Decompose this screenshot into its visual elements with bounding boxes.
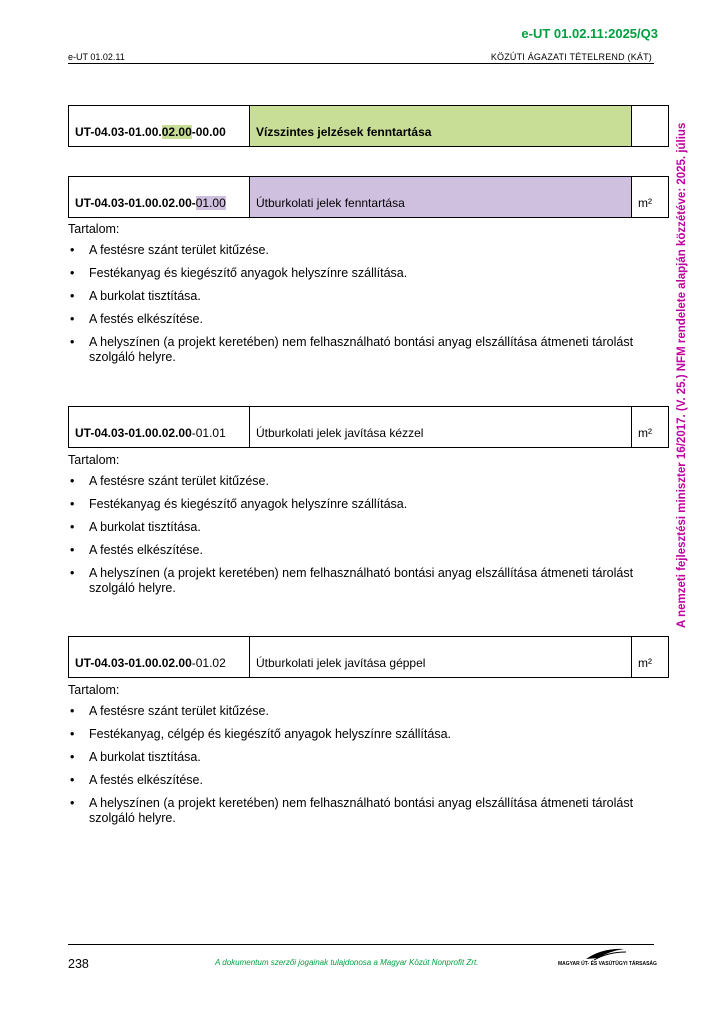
list-item: • A festés elkészítése. — [70, 312, 203, 326]
header-divider — [68, 63, 654, 64]
logo-swoosh-icon — [558, 946, 654, 962]
item-code — [69, 407, 250, 448]
list-item: • A helyszínen (a projekt keretében) nem felhasználható bontási anyag elszállítása átmeneti tárolást szolgáló helyre. — [70, 796, 634, 825]
item-name: Útburkolati jelek javítása kézzel — [250, 407, 632, 448]
list-item: • A festésre szánt terület kitűzése. — [70, 704, 269, 718]
content-title: Tartalom: — [68, 683, 120, 697]
list-item: • A burkolat tisztítása. — [70, 750, 201, 764]
list-item: • A festésre szánt terület kitűzése. — [70, 474, 269, 488]
item-name: Vízszintes jelzések fenntartása — [250, 106, 632, 147]
code-part: -01.01 — [191, 426, 226, 440]
copyright-note: A dokumentum szerzői jogainak tulajdonosa a Magyar Közút Nonprofit Zrt. — [215, 958, 479, 967]
content-section — [68, 683, 668, 834]
list-item: • A helyszínen (a projekt keretében) nem felhasználható bontási anyag elszállítása átmeneti tárolást szolgáló helyre. — [70, 566, 634, 595]
content-section — [68, 453, 668, 604]
code-part: UT-04.03-01.00. — [75, 125, 162, 139]
list-item: • A festésre szánt terület kitűzése. — [70, 243, 269, 257]
item-table-top — [68, 105, 669, 147]
list-item: • Festékanyag és kiegészítő anyagok helyszínre szállítása. — [70, 266, 408, 280]
item-table — [68, 176, 669, 218]
list-item: • A festés elkészítése. — [70, 543, 203, 557]
list-item: • A helyszínen (a projekt keretében) nem felhasználható bontási anyag elszállítása átmeneti tárolást szolgáló helyre. — [70, 335, 634, 364]
list-item: • A burkolat tisztítása. — [70, 289, 201, 303]
code-highlight: 01.00 — [195, 196, 226, 210]
side-publication-note: A nemzeti fejlesztési miniszter 16/2017. (V. 25.) NFM rendelete alapján közzétéve: 2025. július — [676, 122, 688, 628]
content-title: Tartalom: — [68, 453, 120, 467]
logo-text: MAGYAR ÚT- ÉS VASÚTÜGYI TÁRSASÁG — [558, 961, 657, 967]
item-table — [68, 636, 669, 678]
document-code: e-UT 01.02.11:2025/Q3 — [521, 26, 658, 41]
list-item: • A burkolat tisztítása. — [70, 520, 201, 534]
code-part: -01.02 — [191, 656, 226, 670]
code-part: UT-04.03-01.00.02.00 — [75, 426, 192, 440]
code-part: -00.00 — [191, 125, 226, 139]
item-name: Útburkolati jelek javítása géppel — [250, 637, 632, 678]
content-list — [68, 474, 668, 596]
code-part: UT-04.03-01.00.02.00 — [75, 656, 192, 670]
item-code — [69, 177, 250, 218]
code-highlight: 02.00 — [161, 125, 192, 139]
item-code — [69, 106, 250, 147]
list-item: • Festékanyag, célgép és kiegészítő anyagok helyszínre szállítása. — [70, 727, 452, 741]
content-section — [68, 222, 668, 373]
header-right-title: KÖZÚTI ÁGAZATI TÉTELREND (KÁT) — [490, 52, 652, 62]
code-part: UT-04.03-01.00.02.00- — [75, 196, 196, 210]
item-unit: m² — [632, 407, 669, 448]
content-list — [68, 704, 668, 826]
list-item: • A festés elkészítése. — [70, 773, 203, 787]
item-table — [68, 406, 669, 448]
item-unit: m² — [632, 177, 669, 218]
content-title: Tartalom: — [68, 222, 120, 236]
footer-divider — [68, 944, 654, 945]
header-left-code: e-UT 01.02.11 — [68, 52, 125, 62]
item-code — [69, 637, 250, 678]
organization-logo — [558, 946, 657, 970]
list-item: • Festékanyag és kiegészítő anyagok helyszínre szállítása. — [70, 497, 408, 511]
item-unit — [632, 106, 669, 147]
page-number: 238 — [68, 957, 89, 971]
item-name: Útburkolati jelek fenntartása — [250, 177, 632, 218]
content-list — [68, 243, 668, 365]
item-unit: m² — [632, 637, 669, 678]
